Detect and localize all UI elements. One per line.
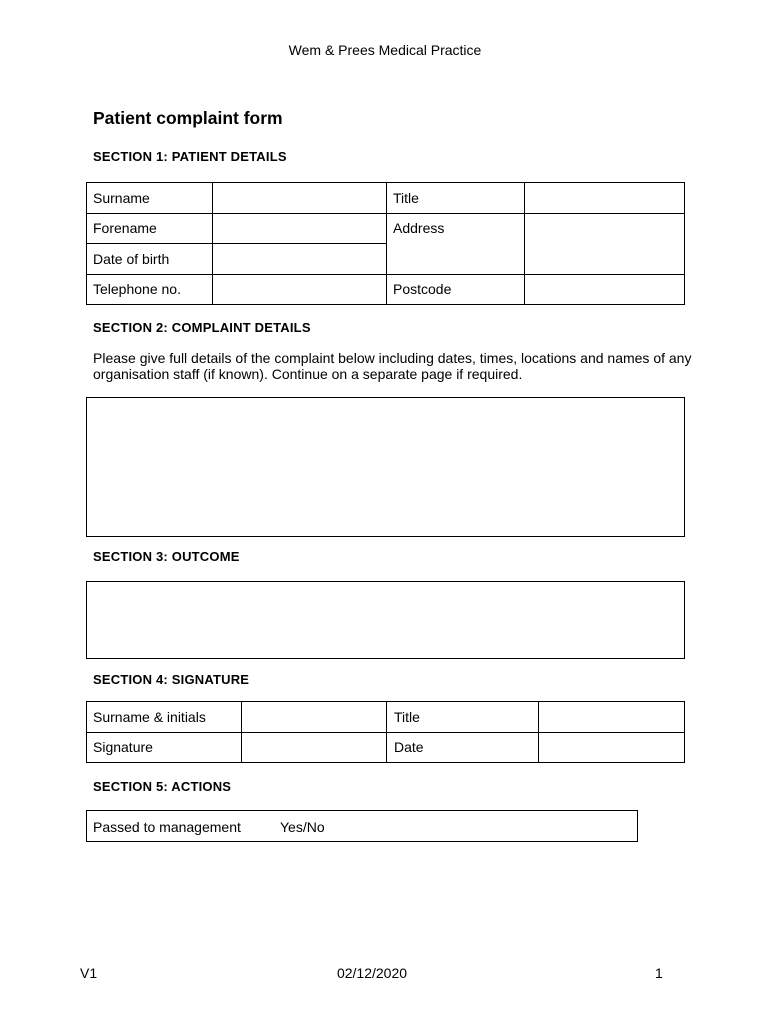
patient-details-table xyxy=(86,182,685,305)
title-field[interactable] xyxy=(525,184,684,213)
telephone-field[interactable] xyxy=(213,275,385,304)
outcome-box xyxy=(86,581,685,659)
surname-initials-field[interactable] xyxy=(242,703,385,732)
address-label: Address xyxy=(393,220,445,236)
date-field[interactable] xyxy=(539,733,684,762)
actions-box xyxy=(86,810,638,842)
title-label: Title xyxy=(393,190,419,206)
footer-date: 02/12/2020 xyxy=(336,965,408,981)
section3-heading: SECTION 3: OUTCOME xyxy=(93,549,240,564)
footer-version: V1 xyxy=(80,965,98,981)
complaint-instructions: Please give full details of the complaint below including dates, times, locations and names of any organisation staff (if known). Continue on a separate page if required. xyxy=(93,350,692,382)
footer-page-number: 1 xyxy=(655,965,663,981)
complaint-details-field[interactable] xyxy=(87,398,684,536)
section5-heading: SECTION 5: ACTIONS xyxy=(93,779,232,794)
surname-field[interactable] xyxy=(213,184,385,213)
section1-heading: SECTION 1: PATIENT DETAILS xyxy=(93,149,287,164)
outcome-field[interactable] xyxy=(87,582,684,658)
section4-heading: SECTION 4: SIGNATURE xyxy=(93,672,250,687)
address-field[interactable] xyxy=(525,214,684,274)
surname-label: Surname xyxy=(93,190,150,206)
signature-label: Signature xyxy=(93,739,153,755)
section2-heading: SECTION 2: COMPLAINT DETAILS xyxy=(93,320,311,335)
form-title: Patient complaint form xyxy=(93,108,283,128)
postcode-label: Postcode xyxy=(393,281,452,297)
practice-name: Wem & Prees Medical Practice xyxy=(288,42,482,58)
signature-table xyxy=(86,701,685,763)
yes-no-option[interactable]: Yes/No xyxy=(280,819,325,835)
surname-initials-label: Surname & initials xyxy=(93,709,206,725)
complaint-details-box xyxy=(86,397,685,537)
dob-label: Date of birth xyxy=(93,251,170,267)
forename-field[interactable] xyxy=(213,214,385,243)
postcode-field[interactable] xyxy=(525,275,684,304)
date-label: Date xyxy=(394,739,424,755)
staff-title-field[interactable] xyxy=(539,703,684,732)
passed-to-management-label: Passed to management xyxy=(93,819,241,835)
staff-title-label: Title xyxy=(394,709,420,725)
signature-field[interactable] xyxy=(242,733,385,762)
telephone-label: Telephone no. xyxy=(93,281,181,297)
forename-label: Forename xyxy=(93,220,157,236)
dob-field[interactable] xyxy=(213,244,385,274)
